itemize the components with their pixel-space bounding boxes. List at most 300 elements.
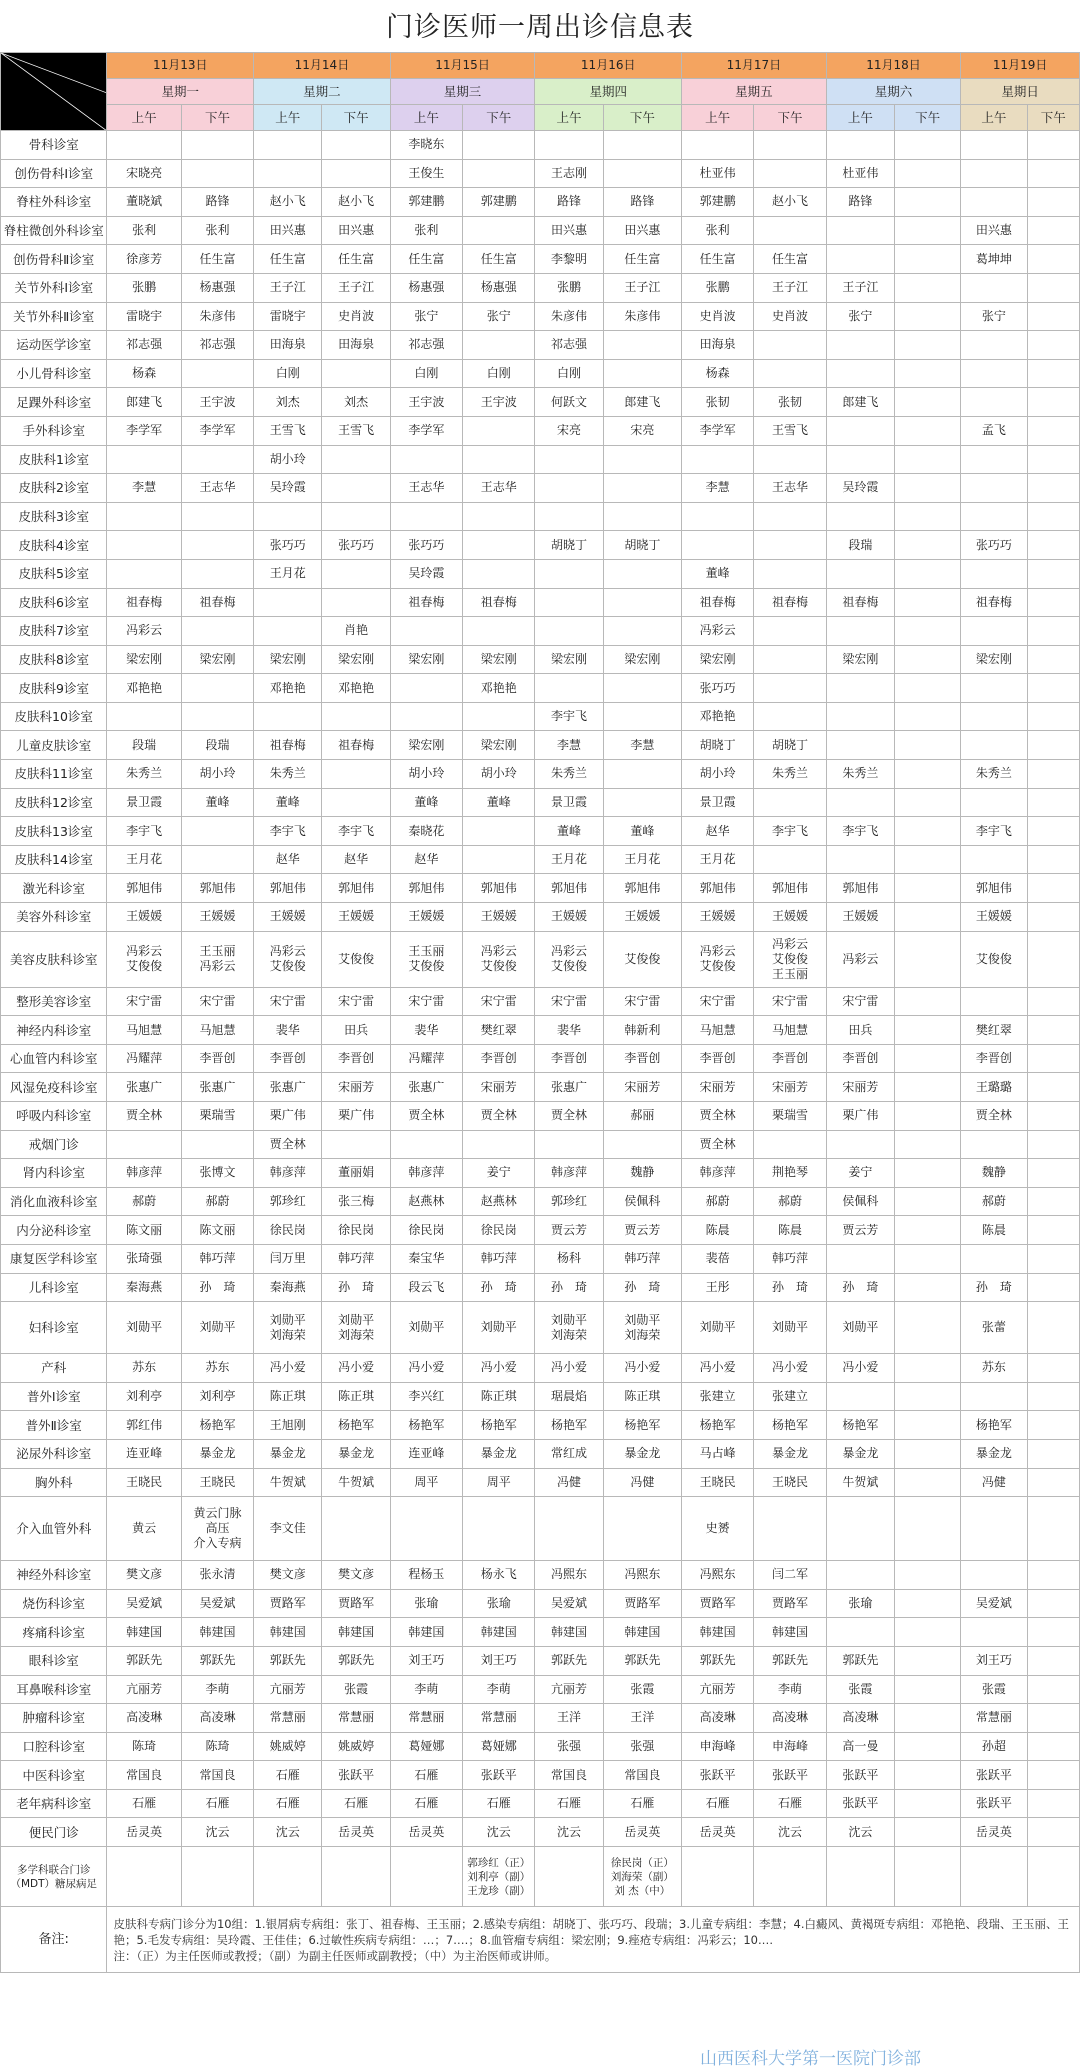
schedule-cell: 石雁	[181, 1789, 253, 1818]
schedule-cell	[894, 931, 960, 987]
schedule-cell	[1027, 1073, 1079, 1102]
schedule-cell	[826, 1244, 894, 1273]
schedule-cell	[603, 559, 681, 588]
schedule-cell	[894, 1761, 960, 1790]
schedule-cell: 王媛媛	[254, 903, 322, 932]
schedule-cell: 朱秀兰	[107, 760, 181, 789]
schedule-cell: 樊文彦	[254, 1561, 322, 1590]
schedule-cell	[1027, 1561, 1079, 1590]
schedule-cell	[894, 1789, 960, 1818]
schedule-cell: 董峰	[603, 817, 681, 846]
schedule-cell: 杨惠强	[463, 273, 535, 302]
schedule-cell: 李慧	[535, 731, 603, 760]
schedule-cell: 张韧	[682, 388, 754, 417]
dept-name: 产科	[1, 1354, 107, 1383]
schedule-cell: 陈正琪	[603, 1382, 681, 1411]
schedule-cell: 贾云芳	[535, 1216, 603, 1245]
schedule-cell: 冯熙东	[682, 1561, 754, 1590]
schedule-cell: 杨永飞	[463, 1561, 535, 1590]
schedule-cell: 胡晓丁	[603, 531, 681, 560]
schedule-cell: 暴金龙	[961, 1439, 1027, 1468]
schedule-cell: 宋丽芳	[322, 1073, 390, 1102]
schedule-cell: 张惠广	[535, 1073, 603, 1102]
schedule-cell: 李萌	[390, 1675, 462, 1704]
schedule-cell	[754, 502, 826, 531]
schedule-cell	[254, 617, 322, 646]
schedule-cell: 牛贺斌	[322, 1468, 390, 1497]
schedule-cell	[754, 445, 826, 474]
table-row	[1, 1411, 1080, 1440]
schedule-cell: 张利	[181, 216, 253, 245]
schedule-cell	[961, 188, 1027, 217]
schedule-cell: 宋宁雷	[181, 987, 253, 1016]
schedule-cell: 石雁	[535, 1789, 603, 1818]
schedule-cell: 田海泉	[682, 331, 754, 360]
schedule-cell: 刘勋平 刘海荣	[535, 1302, 603, 1354]
schedule-cell	[894, 1216, 960, 1245]
schedule-cell: 常国良	[181, 1761, 253, 1790]
schedule-cell: 高一曼	[826, 1732, 894, 1761]
dept-name: 皮肤科3诊室	[1, 502, 107, 531]
dept-name: 戒烟门诊	[1, 1130, 107, 1159]
schedule-cell: 栗广伟	[322, 1102, 390, 1131]
schedule-cell: 王子江	[826, 273, 894, 302]
schedule-cell: 常红成	[535, 1439, 603, 1468]
schedule-cell: 王媛媛	[535, 903, 603, 932]
schedule-cell	[826, 1382, 894, 1411]
schedule-cell: 闫万里	[254, 1244, 322, 1273]
schedule-cell: 李晋创	[463, 1044, 535, 1073]
schedule-cell: 陈文丽	[181, 1216, 253, 1245]
schedule-cell: 冯彩云 艾俊俊	[107, 931, 181, 987]
schedule-cell: 董峰	[181, 788, 253, 817]
schedule-cell: 郭跃先	[754, 1646, 826, 1675]
schedule-cell: 路锋	[826, 188, 894, 217]
schedule-cell: 李黎明	[535, 245, 603, 274]
schedule-cell: 吴爱斌	[107, 1589, 181, 1618]
schedule-cell	[254, 702, 322, 731]
date-header-4: 11月16日	[535, 53, 682, 79]
schedule-cell: 景卫霞	[535, 788, 603, 817]
schedule-cell: 沈云	[463, 1818, 535, 1847]
halfday-header-row	[1, 105, 1080, 131]
schedule-cell: 李晋创	[682, 1044, 754, 1073]
dept-name: 皮肤科8诊室	[1, 645, 107, 674]
schedule-cell	[894, 388, 960, 417]
corner-cell	[1, 53, 107, 131]
schedule-cell	[826, 331, 894, 360]
schedule-cell: 王洋	[535, 1704, 603, 1733]
dept-name: 中医科诊室	[1, 1761, 107, 1790]
schedule-cell: 赵华	[682, 817, 754, 846]
schedule-cell	[603, 1130, 681, 1159]
schedule-cell: 樊文彦	[107, 1561, 181, 1590]
schedule-cell: 韩彦萍	[390, 1159, 462, 1188]
schedule-cell: 王月花	[107, 845, 181, 874]
schedule-cell	[322, 131, 390, 160]
schedule-cell	[1027, 331, 1079, 360]
schedule-cell	[1027, 1439, 1079, 1468]
schedule-cell: 吴玲霞	[254, 474, 322, 503]
schedule-cell: 田兴惠	[254, 216, 322, 245]
schedule-cell	[535, 445, 603, 474]
table-row	[1, 645, 1080, 674]
schedule-cell: 常慧丽	[254, 1704, 322, 1733]
schedule-cell	[390, 445, 462, 474]
dept-name: 脊柱外科诊室	[1, 188, 107, 217]
schedule-cell	[1027, 1244, 1079, 1273]
table-row	[1, 1646, 1080, 1675]
schedule-cell	[535, 1847, 603, 1907]
table-row	[1, 131, 1080, 160]
schedule-cell	[961, 1618, 1027, 1647]
schedule-cell: 陈正琪	[322, 1382, 390, 1411]
schedule-cell: 李宇飞	[535, 702, 603, 731]
schedule-cell	[894, 1561, 960, 1590]
schedule-cell	[181, 1847, 253, 1907]
schedule-cell	[181, 1130, 253, 1159]
schedule-cell: 任生富	[181, 245, 253, 274]
schedule-cell: 任生富	[322, 245, 390, 274]
schedule-cell: 王媛媛	[961, 903, 1027, 932]
schedule-cell	[535, 617, 603, 646]
schedule-cell	[754, 1130, 826, 1159]
weekday-header-4: 星期四	[535, 79, 682, 105]
schedule-cell: 陈晨	[961, 1216, 1027, 1245]
schedule-cell: 郭旭伟	[390, 874, 462, 903]
schedule-cell	[1027, 1761, 1079, 1790]
schedule-cell: 李宇飞	[322, 817, 390, 846]
schedule-cell	[894, 903, 960, 932]
schedule-cell: 吴爱斌	[535, 1589, 603, 1618]
schedule-cell: 沈云	[826, 1818, 894, 1847]
schedule-cell	[535, 674, 603, 703]
schedule-cell: 祁志强	[107, 331, 181, 360]
schedule-cell: 艾俊俊	[961, 931, 1027, 987]
schedule-cell	[754, 559, 826, 588]
schedule-cell: 李晋创	[603, 1044, 681, 1073]
schedule-cell: 冯小爱	[322, 1354, 390, 1383]
schedule-cell	[390, 674, 462, 703]
schedule-cell: 白刚	[254, 359, 322, 388]
schedule-cell	[535, 1497, 603, 1561]
schedule-cell: 琚晨焰	[535, 1382, 603, 1411]
schedule-cell: 雷晓宇	[107, 302, 181, 331]
schedule-cell: 韩巧萍	[463, 1244, 535, 1273]
schedule-cell	[603, 617, 681, 646]
schedule-cell: 石雁	[390, 1761, 462, 1790]
schedule-cell: 李慧	[682, 474, 754, 503]
schedule-cell	[894, 1073, 960, 1102]
schedule-cell: 宋亮	[535, 416, 603, 445]
schedule-cell: 沈云	[181, 1818, 253, 1847]
schedule-cell: 李萌	[754, 1675, 826, 1704]
schedule-cell: 马旭慧	[181, 1016, 253, 1045]
schedule-cell: 田兴惠	[322, 216, 390, 245]
schedule-cell: 张宁	[463, 302, 535, 331]
schedule-cell: 郭跃先	[826, 1646, 894, 1675]
table-row	[1, 1159, 1080, 1188]
schedule-cell: 韩巧萍	[322, 1244, 390, 1273]
schedule-cell	[1027, 588, 1079, 617]
schedule-cell: 陈正琪	[463, 1382, 535, 1411]
schedule-cell: 胡晓丁	[682, 731, 754, 760]
schedule-cell: 李晋创	[181, 1044, 253, 1073]
schedule-cell: 冯小爱	[682, 1354, 754, 1383]
schedule-cell	[894, 1102, 960, 1131]
dept-name: 肾内科诊室	[1, 1159, 107, 1188]
dept-name: 普外Ⅰ诊室	[1, 1382, 107, 1411]
schedule-cell: 王媛媛	[682, 903, 754, 932]
schedule-cell: 徐民岗	[390, 1216, 462, 1245]
schedule-cell	[1027, 159, 1079, 188]
schedule-cell: 郭红伟	[107, 1411, 181, 1440]
schedule-cell	[322, 702, 390, 731]
schedule-cell: 冯小爱	[254, 1354, 322, 1383]
schedule-cell: 冯小爱	[754, 1354, 826, 1383]
dept-name: 便民门诊	[1, 1818, 107, 1847]
schedule-cell: 韩新利	[603, 1016, 681, 1045]
schedule-cell: 吴爱斌	[181, 1589, 253, 1618]
schedule-cell: 暴金龙	[322, 1439, 390, 1468]
schedule-cell	[894, 617, 960, 646]
schedule-cell: 徐民岗（正） 刘海荣（副） 刘 杰（中）	[603, 1847, 681, 1907]
schedule-cell: 孙 琦	[181, 1273, 253, 1302]
table-row	[1, 1761, 1080, 1790]
schedule-cell	[390, 502, 462, 531]
schedule-cell: 吴爱斌	[961, 1589, 1027, 1618]
schedule-cell: 贾路军	[322, 1589, 390, 1618]
schedule-cell	[754, 1497, 826, 1561]
schedule-cell: 张博文	[181, 1159, 253, 1188]
schedule-cell	[961, 1382, 1027, 1411]
schedule-cell: 裴华	[254, 1016, 322, 1045]
schedule-cell: 张宁	[961, 302, 1027, 331]
schedule-cell	[826, 731, 894, 760]
schedule-cell	[603, 702, 681, 731]
schedule-cell	[1027, 1354, 1079, 1383]
schedule-cell: 韩建国	[390, 1618, 462, 1647]
dept-name: 儿科诊室	[1, 1273, 107, 1302]
schedule-cell: 魏静	[961, 1159, 1027, 1188]
schedule-cell: 冯小爱	[826, 1354, 894, 1383]
schedule-cell	[961, 502, 1027, 531]
schedule-cell: 李慧	[107, 474, 181, 503]
schedule-cell: 张瑜	[390, 1589, 462, 1618]
schedule-cell: 韩建国	[181, 1618, 253, 1647]
schedule-cell: 刘杰	[322, 388, 390, 417]
schedule-cell: 段瑞	[181, 731, 253, 760]
schedule-cell: 董峰	[535, 817, 603, 846]
schedule-cell: 岳灵英	[390, 1818, 462, 1847]
table-row	[1, 702, 1080, 731]
table-row	[1, 445, 1080, 474]
dept-name: 介入血管外科	[1, 1497, 107, 1561]
dept-name: 足踝外科诊室	[1, 388, 107, 417]
schedule-cell: 王子江	[754, 273, 826, 302]
schedule-cell: 郝蔚	[107, 1187, 181, 1216]
schedule-cell: 沈云	[754, 1818, 826, 1847]
schedule-cell	[1027, 245, 1079, 274]
schedule-cell	[603, 474, 681, 503]
schedule-cell: 王旭刚	[254, 1411, 322, 1440]
dept-name: 美容外科诊室	[1, 903, 107, 932]
pm-header-1: 下午	[181, 105, 253, 131]
schedule-cell	[894, 1187, 960, 1216]
schedule-cell: 董晓斌	[107, 188, 181, 217]
schedule-cell: 杨森	[682, 359, 754, 388]
schedule-cell: 李兴红	[390, 1382, 462, 1411]
schedule-cell: 王玉丽 艾俊俊	[390, 931, 462, 987]
schedule-cell	[1027, 359, 1079, 388]
date-header-2: 11月14日	[254, 53, 391, 79]
schedule-cell	[1027, 1302, 1079, 1354]
schedule-cell: 李晋创	[254, 1044, 322, 1073]
schedule-cell: 祖春梅	[826, 588, 894, 617]
schedule-cell	[894, 1646, 960, 1675]
schedule-cell	[826, 845, 894, 874]
schedule-cell: 王月花	[535, 845, 603, 874]
schedule-cell: 郎建飞	[826, 388, 894, 417]
schedule-cell: 韩彦萍	[254, 1159, 322, 1188]
dept-name: 美容皮肤科诊室	[1, 931, 107, 987]
schedule-cell: 韩巧萍	[754, 1244, 826, 1273]
schedule-cell	[894, 588, 960, 617]
schedule-cell: 刘勋平	[181, 1302, 253, 1354]
schedule-cell: 梁宏刚	[322, 645, 390, 674]
schedule-cell	[894, 1468, 960, 1497]
schedule-cell: 郭旭伟	[254, 874, 322, 903]
dept-name: 内分泌科诊室	[1, 1216, 107, 1245]
schedule-cell: 张跃平	[754, 1761, 826, 1790]
schedule-cell: 王宇波	[463, 388, 535, 417]
weekday-header-7: 星期日	[961, 79, 1080, 105]
date-header-row	[1, 53, 1080, 79]
schedule-cell: 王媛媛	[181, 903, 253, 932]
schedule-cell	[603, 502, 681, 531]
schedule-cell	[463, 702, 535, 731]
schedule-cell: 樊文彦	[322, 1561, 390, 1590]
schedule-cell: 杨艳军	[754, 1411, 826, 1440]
schedule-cell	[1027, 1016, 1079, 1045]
dept-name: 皮肤科2诊室	[1, 474, 107, 503]
schedule-cell: 黄云门脉 高压 介入专病	[181, 1497, 253, 1561]
schedule-cell: 史肖波	[322, 302, 390, 331]
date-header-6: 11月18日	[826, 53, 961, 79]
schedule-cell: 韩建国	[463, 1618, 535, 1647]
schedule-cell: 李晋创	[322, 1044, 390, 1073]
schedule-cell: 石雁	[254, 1789, 322, 1818]
schedule-cell: 朱彦伟	[181, 302, 253, 331]
table-row	[1, 1497, 1080, 1561]
schedule-cell: 李慧	[603, 731, 681, 760]
schedule-cell	[894, 987, 960, 1016]
schedule-cell: 栗广伟	[826, 1102, 894, 1131]
dept-name: 皮肤科10诊室	[1, 702, 107, 731]
schedule-cell: 暴金龙	[181, 1439, 253, 1468]
schedule-cell: 冯熙东	[603, 1561, 681, 1590]
schedule-cell	[961, 131, 1027, 160]
schedule-cell: 路锋	[535, 188, 603, 217]
dept-name: 皮肤科7诊室	[1, 617, 107, 646]
schedule-cell: 贾全林	[390, 1102, 462, 1131]
schedule-cell	[894, 188, 960, 217]
schedule-cell: 艾俊俊	[322, 931, 390, 987]
corner-diagonal-lines	[1, 53, 107, 131]
schedule-cell: 宋宁雷	[682, 987, 754, 1016]
schedule-cell	[181, 559, 253, 588]
schedule-cell	[894, 645, 960, 674]
schedule-cell: 姜宁	[463, 1159, 535, 1188]
schedule-cell: 雷晓宇	[254, 302, 322, 331]
schedule-cell	[961, 1244, 1027, 1273]
schedule-cell: 梁宏刚	[463, 645, 535, 674]
schedule-cell: 陈琦	[181, 1732, 253, 1761]
schedule-cell	[1027, 1411, 1079, 1440]
schedule-cell	[826, 245, 894, 274]
schedule-cell: 王志华	[390, 474, 462, 503]
schedule-cell	[826, 1847, 894, 1907]
schedule-cell	[826, 1497, 894, 1561]
schedule-cell: 郭旭伟	[107, 874, 181, 903]
schedule-cell	[535, 559, 603, 588]
schedule-cell: 张韧	[754, 388, 826, 417]
schedule-cell: 陈琦	[107, 1732, 181, 1761]
schedule-cell: 魏静	[603, 1159, 681, 1188]
schedule-cell	[894, 1244, 960, 1273]
schedule-cell: 段瑞	[826, 531, 894, 560]
schedule-cell: 邓艳艳	[463, 674, 535, 703]
schedule-cell: 张霞	[322, 1675, 390, 1704]
schedule-cell: 姚威婷	[254, 1732, 322, 1761]
am-header-7: 上午	[961, 105, 1027, 131]
schedule-cell	[682, 531, 754, 560]
schedule-cell	[1027, 1216, 1079, 1245]
schedule-cell: 栗广伟	[254, 1102, 322, 1131]
schedule-cell: 贾全林	[682, 1102, 754, 1131]
schedule-cell: 史肖波	[682, 302, 754, 331]
schedule-cell	[894, 445, 960, 474]
schedule-cell	[535, 474, 603, 503]
table-row	[1, 760, 1080, 789]
schedule-cell	[1027, 931, 1079, 987]
schedule-cell: 张永清	[181, 1561, 253, 1590]
schedule-cell	[603, 588, 681, 617]
schedule-cell	[254, 1847, 322, 1907]
table-row	[1, 502, 1080, 531]
schedule-cell	[1027, 874, 1079, 903]
schedule-cell: 朱秀兰	[754, 760, 826, 789]
schedule-cell: 赵燕林	[390, 1187, 462, 1216]
schedule-cell	[322, 1130, 390, 1159]
schedule-cell: 秦海燕	[254, 1273, 322, 1302]
schedule-cell: 宋宁雷	[826, 987, 894, 1016]
dept-name: 风湿免疫科诊室	[1, 1073, 107, 1102]
schedule-cell: 宋宁雷	[754, 987, 826, 1016]
schedule-table	[0, 52, 1080, 1973]
schedule-cell	[463, 817, 535, 846]
schedule-cell: 贾云芳	[826, 1216, 894, 1245]
schedule-cell: 张利	[107, 216, 181, 245]
schedule-cell: 祖春梅	[390, 588, 462, 617]
schedule-cell: 梁宏刚	[181, 645, 253, 674]
schedule-cell	[322, 760, 390, 789]
schedule-cell	[1027, 559, 1079, 588]
schedule-cell: 王媛媛	[107, 903, 181, 932]
schedule-cell: 贾路军	[603, 1589, 681, 1618]
table-row	[1, 1244, 1080, 1273]
schedule-cell: 申海峰	[754, 1732, 826, 1761]
